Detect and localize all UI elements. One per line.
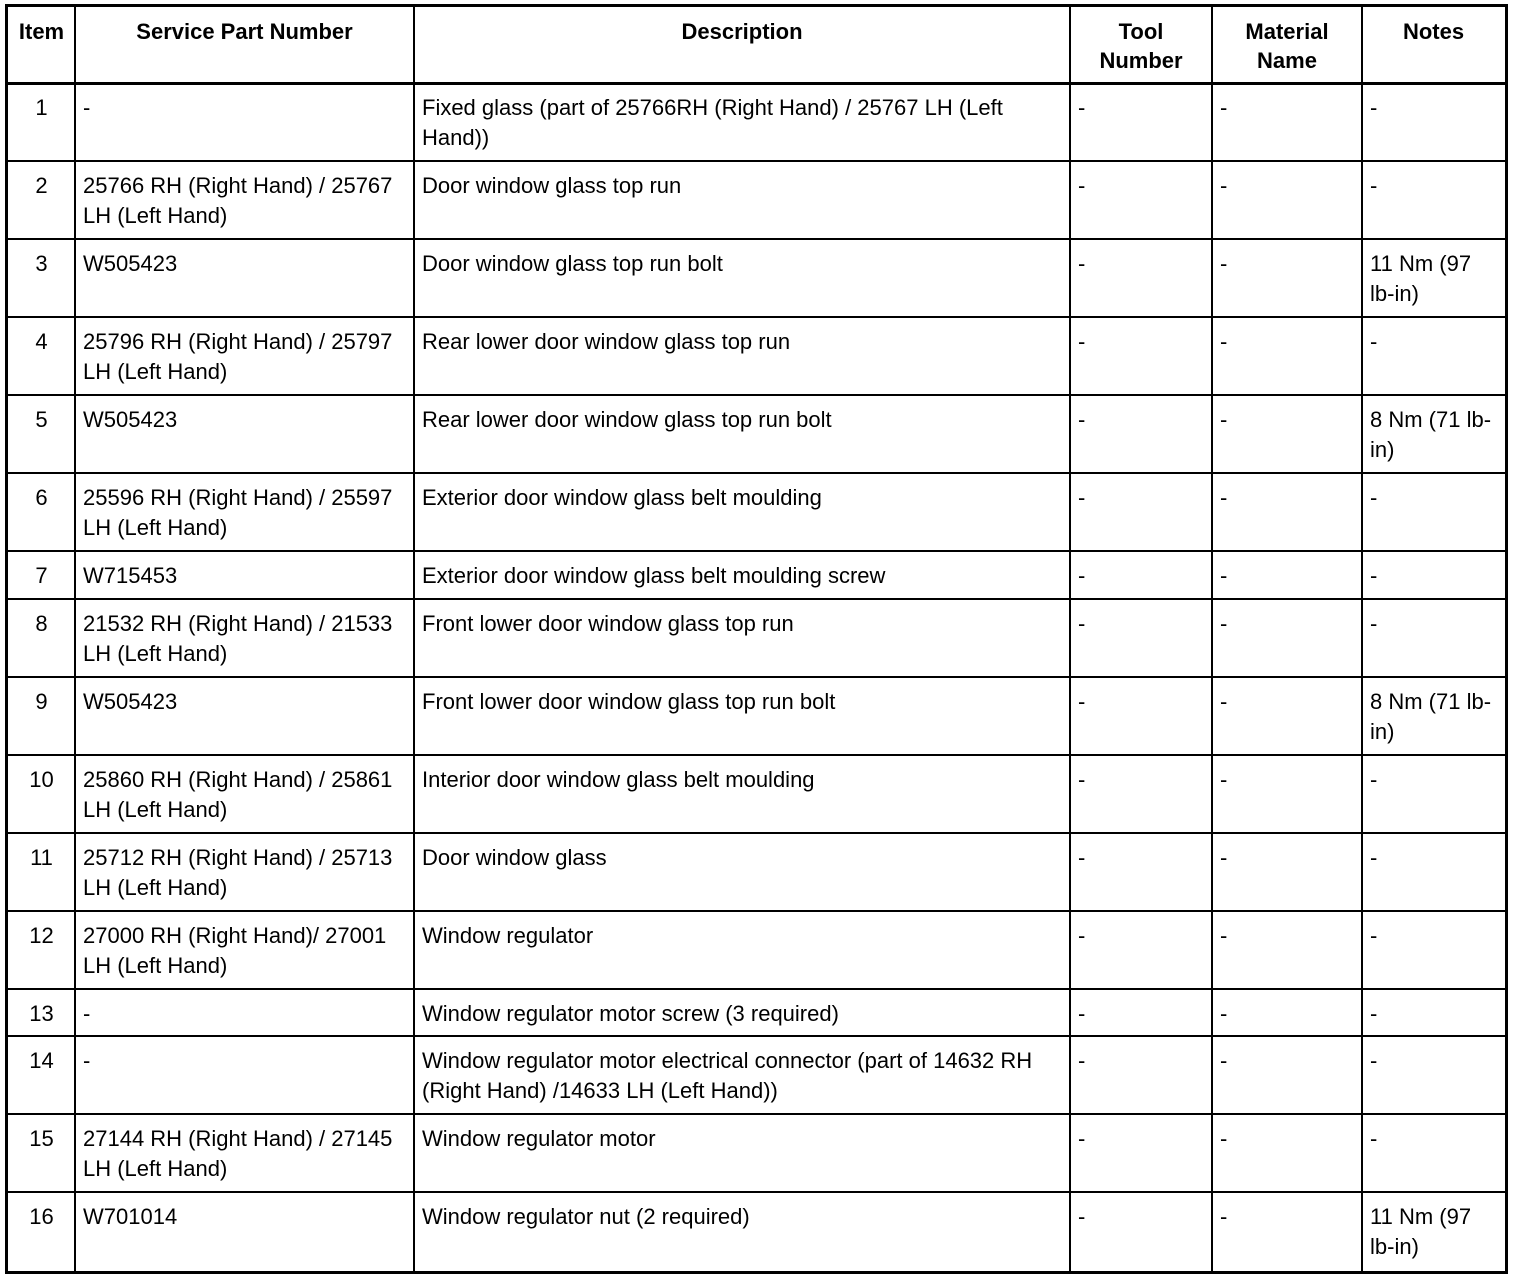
cell-item: 15 [29, 1126, 54, 1151]
cell-description: Exterior door window glass belt moulding screw [422, 563, 886, 588]
cell-item: 8 [35, 611, 48, 636]
cell-service-part-number: 25596 RH (Right Hand) / 25597 LH (Left Hand) [83, 485, 393, 540]
row-divider [8, 160, 1505, 162]
cell-item: 5 [35, 407, 48, 432]
cell-material-name: - [1220, 689, 1228, 714]
cell-description: Window regulator motor screw (3 required) [422, 1001, 839, 1026]
cell-service-part-number: 25712 RH (Right Hand) / 25713 LH (Left Hand) [83, 845, 393, 900]
cell-tool-number: - [1078, 1204, 1086, 1229]
row-divider [8, 394, 1505, 396]
cell-item: 10 [29, 767, 54, 792]
column-divider [1069, 7, 1071, 1271]
cell-service-part-number: 21532 RH (Right Hand) / 21533 LH (Left Hand) [83, 611, 393, 666]
cell-notes: - [1370, 563, 1378, 588]
cell-notes: - [1370, 329, 1378, 354]
cell-description: Front lower door window glass top run [422, 611, 794, 636]
cell-material-name: - [1220, 563, 1228, 588]
cell-notes: - [1370, 767, 1378, 792]
cell-description: Fixed glass (part of 25766RH (Right Hand) / 25767 LH (Left Hand)) [422, 95, 1003, 150]
cell-material-name: - [1220, 611, 1228, 636]
cell-item: 12 [29, 923, 54, 948]
cell-description: Exterior door window glass belt moulding [422, 485, 822, 510]
cell-material-name: - [1220, 1048, 1228, 1073]
cell-notes: - [1370, 1048, 1378, 1073]
cell-material-name: - [1220, 1001, 1228, 1026]
cell-item: 7 [35, 563, 48, 588]
cell-service-part-number: W505423 [83, 251, 178, 276]
cell-tool-number: - [1078, 1126, 1086, 1151]
cell-tool-number: - [1078, 1001, 1086, 1026]
cell-material-name: - [1220, 767, 1228, 792]
header-description: Description [681, 19, 803, 44]
row-divider [8, 598, 1505, 600]
cell-description: Door window glass top run [422, 173, 682, 198]
cell-material-name: - [1220, 1126, 1228, 1151]
cell-item: 13 [29, 1001, 54, 1026]
cell-description: Window regulator motor electrical connector (part of 14632 RH (Right Hand) /14633 LH (Left Hand)) [422, 1048, 1033, 1103]
row-divider [8, 1035, 1505, 1037]
cell-tool-number: - [1078, 563, 1086, 588]
cell-notes: - [1370, 1126, 1378, 1151]
column-divider [413, 7, 415, 1271]
cell-description: Window regulator [422, 923, 594, 948]
cell-notes: - [1370, 1001, 1378, 1026]
cell-tool-number: - [1078, 329, 1086, 354]
row-divider [8, 1191, 1505, 1193]
row-divider [8, 472, 1505, 474]
cell-service-part-number: 27144 RH (Right Hand) / 27145 LH (Left Hand) [83, 1126, 393, 1181]
cell-tool-number: - [1078, 923, 1086, 948]
row-divider [8, 754, 1505, 756]
cell-item: 2 [35, 173, 48, 198]
cell-material-name: - [1220, 845, 1228, 870]
cell-notes: - [1370, 845, 1378, 870]
cell-tool-number: - [1078, 407, 1086, 432]
cell-material-name: - [1220, 95, 1228, 120]
cell-service-part-number: W715453 [83, 563, 178, 588]
cell-service-part-number: - [83, 1001, 91, 1026]
cell-description: Rear lower door window glass top run bolt [422, 407, 832, 432]
cell-notes: 11 Nm (97 lb-in) [1370, 1204, 1472, 1259]
header-notes: Notes [1402, 19, 1465, 44]
cell-description: Rear lower door window glass top run [422, 329, 791, 354]
cell-item: 6 [35, 485, 48, 510]
cell-notes: - [1370, 95, 1378, 120]
cell-notes: - [1370, 173, 1378, 198]
cell-description: Window regulator nut (2 required) [422, 1204, 750, 1229]
column-divider [1211, 7, 1213, 1271]
row-divider [8, 82, 1505, 85]
cell-service-part-number: W505423 [83, 689, 178, 714]
cell-material-name: - [1220, 329, 1228, 354]
cell-service-part-number: 25796 RH (Right Hand) / 25797 LH (Left Hand) [83, 329, 393, 384]
cell-service-part-number: W505423 [83, 407, 178, 432]
cell-service-part-number: - [83, 95, 91, 120]
cell-item: 14 [29, 1048, 54, 1073]
cell-service-part-number: 25860 RH (Right Hand) / 25861 LH (Left Hand) [83, 767, 393, 822]
cell-notes: 8 Nm (71 lb-in) [1370, 407, 1492, 462]
row-divider [8, 316, 1505, 318]
cell-item: 3 [35, 251, 48, 276]
cell-item: 4 [35, 329, 48, 354]
row-divider [8, 910, 1505, 912]
cell-description: Interior door window glass belt moulding [422, 767, 815, 792]
cell-tool-number: - [1078, 845, 1086, 870]
cell-material-name: - [1220, 407, 1228, 432]
cell-tool-number: - [1078, 767, 1086, 792]
cell-material-name: - [1220, 173, 1228, 198]
cell-notes: - [1370, 485, 1378, 510]
row-divider [8, 238, 1505, 240]
cell-tool-number: - [1078, 1048, 1086, 1073]
parts-table [5, 4, 1508, 1274]
cell-tool-number: - [1078, 251, 1086, 276]
row-divider [8, 550, 1505, 552]
cell-notes: 8 Nm (71 lb-in) [1370, 689, 1492, 744]
cell-description: Door window glass [422, 845, 607, 870]
column-divider [1361, 7, 1363, 1271]
cell-description: Door window glass top run bolt [422, 251, 723, 276]
cell-tool-number: - [1078, 689, 1086, 714]
cell-service-part-number: 25766 RH (Right Hand) / 25767 LH (Left Hand) [83, 173, 393, 228]
header-item: Item [18, 19, 65, 44]
cell-material-name: - [1220, 251, 1228, 276]
cell-tool-number: - [1078, 173, 1086, 198]
cell-service-part-number: - [83, 1048, 91, 1073]
cell-tool-number: - [1078, 485, 1086, 510]
cell-material-name: - [1220, 485, 1228, 510]
cell-item: 1 [35, 95, 48, 120]
cell-description: Window regulator motor [422, 1126, 656, 1151]
header-tool-number: Tool Number [1099, 19, 1183, 73]
cell-material-name: - [1220, 923, 1228, 948]
cell-material-name: - [1220, 1204, 1228, 1229]
row-divider [8, 832, 1505, 834]
row-divider [8, 676, 1505, 678]
header-material-name: Material Name [1245, 19, 1329, 73]
cell-item: 11 [30, 845, 53, 870]
cell-notes: - [1370, 611, 1378, 636]
cell-tool-number: - [1078, 611, 1086, 636]
cell-service-part-number: 27000 RH (Right Hand)/ 27001 LH (Left Hand) [83, 923, 387, 978]
header-service-part-number: Service Part Number [136, 19, 353, 44]
cell-notes: 11 Nm (97 lb-in) [1370, 251, 1472, 306]
cell-item: 16 [29, 1204, 54, 1229]
cell-item: 9 [35, 689, 48, 714]
row-divider [8, 1113, 1505, 1115]
row-divider [8, 988, 1505, 990]
cell-tool-number: - [1078, 95, 1086, 120]
cell-notes: - [1370, 923, 1378, 948]
cell-description: Front lower door window glass top run bolt [422, 689, 836, 714]
cell-service-part-number: W701014 [83, 1204, 178, 1229]
